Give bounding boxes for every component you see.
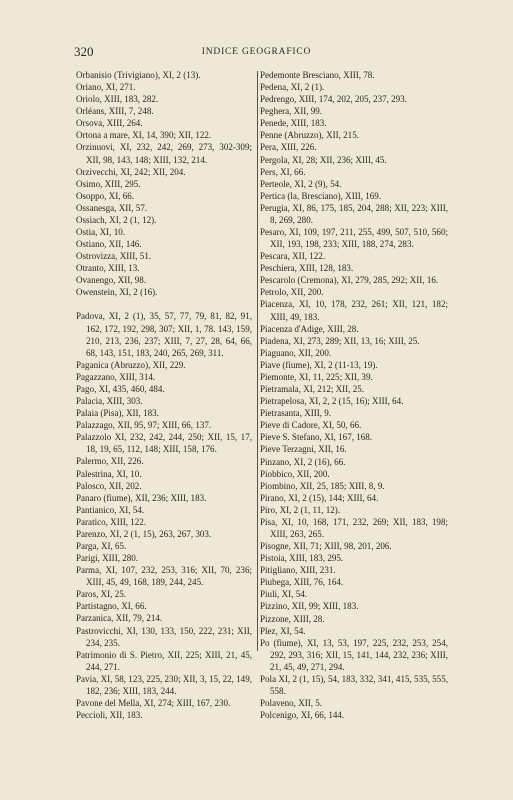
index-entry: Penne (Abruzzo), XII, 215. [260,130,359,141]
index-entry: Ostia, XI, 10. [76,227,125,238]
index-entry: Pietramala, XI, 212; XII, 25. [260,384,365,395]
index-entry: Ortona a mare, XI, 14, 390; XII, 122. [76,130,212,141]
index-entry: Pertica (la, Bresciano), XIII, 169. [260,190,382,201]
index-entry: Palazzago, XII, 95, 97; XIII, 66, 137. [76,420,212,431]
index-entry: Pera, XIII, 226. [260,142,317,153]
index-entry: Paratico, XIII, 122. [76,516,147,527]
index-entry: Pistoia, XIII, 183, 295. [260,553,344,564]
index-entry: Parga, XI, 65. [76,540,127,551]
index-entry: Partistagno, XI, 66. [76,601,147,612]
index-entry: Pastrovicchi, XI, 130, 133, 150, 222, 231; XII, 234, 235. [76,625,252,648]
index-entry: Peghera, XII, 99. [260,106,323,117]
index-entry: Osimo, XIII, 295. [76,178,141,189]
index-entry: Pitigliano, XIII, 231. [260,565,336,576]
index-entry: Pesaro, XI, 109, 197, 211, 255, 499, 507, 510, 560; XII, 193, 198, 233; XIII, 188, 274, 283. [260,227,448,250]
left-index-column [76,69,252,721]
index-entry: Oriolo, XIII, 183, 282. [76,94,159,105]
index-entry: Orzinuovi, XI, 232, 242, 269, 273, 302-309; XII, 98, 143, 148; XIII, 132, 214. [76,142,252,165]
running-title: INDICE GEOGRAFICO [201,47,312,57]
index-entry: Ossiach, XI, 2 (1, 12). [76,214,157,225]
index-entry: Piadena, XI, 273, 289; XII, 13, 16; XIII, 25. [260,335,420,346]
index-entry: Palestrina, XI, 10. [76,468,142,479]
index-entry: Pieve di Cadore, XI, 50, 66. [260,420,362,431]
index-entry: Pedena, XI, 2 (1). [260,82,325,93]
index-entry: Piaguano, XII, 200. [260,347,332,358]
index-entry: Pedemonte Bresciano, XIII, 78. [260,70,375,80]
index-entry: Palazzolo XI, 232, 242, 244, 250; XII, 15, 17, 18, 19, 65, 112, 148; XIII, 158, 176. [76,432,252,455]
index-entry: Parzanica, XII, 79, 214. [76,613,163,624]
index-entry: Palosco, XII, 202. [76,480,142,491]
index-entry: Pantianico, XI, 54. [76,504,145,515]
index-entry: Peschiera, XIII, 128, 183. [260,263,354,274]
index-entry: Piombino, XII, 25, 185; XIII, 8, 9. [260,480,385,491]
index-entry: Orzivecchi, XI, 242; XII, 204. [76,166,186,177]
index-entry: Pavia, XI, 58, 123, 225, 230; XII, 3, 15, 22, 149, 182, 236; XIII, 183, 244. [76,673,252,696]
index-entry: Ostrovizza, XIII, 51. [76,251,152,262]
index-entry: Pescara, XII, 122. [260,251,326,262]
index-entry: Pietrasanta, XIII, 9. [260,408,332,419]
index-entry: Pescarolo (Cremona), XI, 279, 285, 292; XII, 16. [260,275,439,286]
index-entry: Piobbico, XII, 200. [260,468,330,479]
index-entry: Pirano, XI, 2 (15), 144; XIII, 64. [260,492,379,503]
index-entry: Pinzano, XI, 2 (16), 66. [260,456,346,467]
index-entry: Polcenigo, XI, 66, 144. [260,710,345,721]
index-entry: Pisogne, XII, 71; XIII, 98, 201, 206. [260,541,392,552]
page-number: 320 [74,44,94,59]
index-entry: Pizzino, XII, 99; XIII, 183. [260,601,359,612]
index-entry: Owenstein, XI, 2 (16). [76,287,158,298]
index-entry: Parigi, XIII, 280. [76,553,139,564]
index-entry: Penede, XIII, 183. [260,118,327,129]
right-index-column [260,69,448,721]
index-entry: Pergola, XI, 28; XII, 236; XIII, 45. [260,154,387,165]
index-entry: Panaro (fiume), XII, 236; XIII, 183. [76,492,207,503]
index-entry: Ossanesga, XII, 57. [76,202,148,213]
index-entry: Pietrapelosa, XI, 2, 2 (15, 16); XIII, 64. [260,396,404,407]
index-entry: Orbanisio (Trivigiano), XI, 2 (13). [76,70,201,80]
index-entry: Pisa, XI, 10, 168, 171, 232, 269; XII, 183, 198; XIII, 263, 265. [260,516,448,539]
index-entry: Pers, XI, 66. [260,166,306,177]
index-entry: Pieve S. Stefano, XI, 167, 168. [260,432,373,443]
index-entry: Oriano, XI, 271. [76,82,136,93]
section-gap [76,298,252,310]
index-entry: Parma, XI, 107, 232, 253, 316; XII, 70, 236; XIII, 45, 49, 168, 189, 244, 245. [76,565,252,588]
index-entry: Pieve Terzagni, XII, 16. [260,444,347,455]
index-entry: Orsova, XIII, 264. [76,118,143,129]
index-entry: Piubega, XIII, 76, 164. [260,577,344,588]
index-entry: Palaia (Pisa), XII, 183. [76,408,159,419]
index-entry: Palermo, XII, 226. [76,456,144,467]
index-entry: Pizzone, XIII, 28. [260,613,325,624]
index-entry: Perteole, XI, 2 (9), 54. [260,178,342,189]
index-entry: Perugia, XI, 86, 175, 185, 204, 288; XII, 223; XIII, 8, 269, 280. [260,202,448,225]
index-entry: Padova, XI, 2 (1), 35, 57, 77, 79, 81, 82, 91, 162, 172, 192, 298, 307; XII, 1, 78. 143, 159, 210, 213, 236, 237; XIII, 7, 27, 28, 64, 66, 68, 143, 151, 183, 240, 265, 269, 311. [76,311,252,358]
index-entry: Piro, XI, 2 (1, 11, 12). [260,504,341,515]
index-entry: Parenzo, XI, 2 (1, 15), 263, 267, 303. [76,528,212,539]
index-entry: Petrolo, XII, 200. [260,287,324,298]
index-entry: Polaveno, XII, 5. [260,698,323,709]
index-entry: Ostiano, XII, 146. [76,239,142,250]
index-entry: Po (fiume), XI, 13, 53, 197, 225, 232, 253, 254, 292, 293, 316; XII, 15, 141, 144, 232, 236; XIII, 21, 45, 49, 271, 294. [260,637,448,672]
index-entry: Patrimonio di S. Pietro, XII, 225; XIII, 21, 45, 244, 271. [76,649,252,672]
index-entry: Palacia, XIII, 303. [76,396,143,407]
index-entry: Otranto, XIII, 13. [76,263,140,274]
index-entry: Paganica (Abruzzo), XII, 229. [76,359,186,370]
index-entry: Pago, XI, 435, 460, 484. [76,383,165,394]
index-entry: Piuli, XI, 54. [260,589,307,600]
index-entry: Orléans, XIII, 7, 248. [76,106,154,117]
index-entry: Osoppo, XI, 66. [76,190,135,201]
index-entry: Pavone del Mella, XI, 274; XIII, 167, 230. [76,697,231,708]
index-entry: Piacenza d'Adige, XIII, 28. [260,323,359,334]
index-entry: Ovanengo, XII, 98. [76,275,147,286]
index-entry: Pagazzano, XIII, 314. [76,371,156,382]
index-entry: Plez, XI, 54. [260,625,306,636]
index-entry: Pedrengo, XIII, 174, 202, 205, 237, 293. [260,94,407,105]
index-entry: Piacenza, XI, 10, 178, 232, 261; XII, 121, 182; XIII, 49, 183. [260,299,448,322]
index-entry: Peccioli, XII, 183. [76,710,143,721]
index-entry: Piave (fiume), XI, 2 (11-13, 19). [260,359,378,370]
index-entry: Paros, XI, 25. [76,589,127,600]
index-entry: Piemonte, XI, 11, 225; XII, 39. [260,371,373,382]
index-entry: Pola XI, 2 (1, 15), 54, 183, 332, 341, 415, 535, 555, 558. [260,673,448,696]
